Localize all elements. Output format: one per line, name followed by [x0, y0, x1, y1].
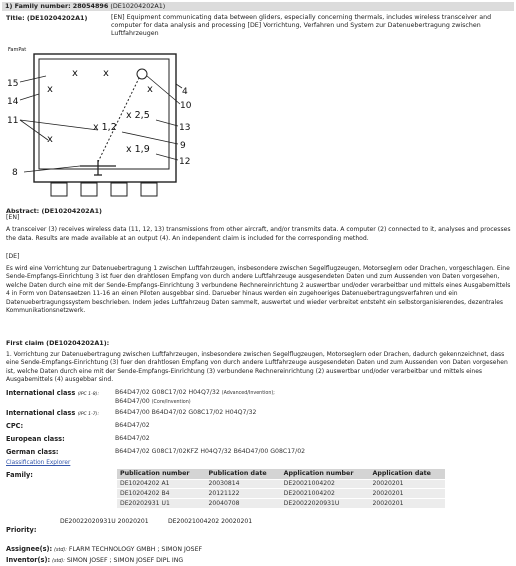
publication-date-cell: 20121122 — [205, 489, 280, 499]
leader-14 — [20, 94, 39, 100]
european-class-value: B64D47/02 — [115, 435, 150, 442]
classification-explorer-link[interactable]: Classification Explorer — [6, 460, 71, 466]
german-class-label: German class: — [6, 448, 59, 456]
application-number-cell: DE20022020931U — [281, 498, 370, 508]
ipc8-value-text: B64D47/02 G08C17/02 H04Q7/32 — [115, 389, 220, 396]
german-class-value: B64D47/02 G08C17/02KFZ H04Q7/32 B64D47/00 G08C17/02 — [115, 448, 306, 455]
patent-drawing-svg — [6, 44, 196, 206]
leader-9 — [122, 132, 178, 144]
table-row[interactable] — [117, 498, 445, 508]
table-row[interactable] — [117, 489, 445, 499]
family-label: Family: — [6, 471, 33, 479]
ipc8-label — [6, 389, 99, 397]
inventor-label: Inventor(s): — [6, 556, 51, 564]
ref-11: 11 — [7, 116, 19, 126]
device-button-3 — [111, 183, 127, 196]
ref-9: 9 — [180, 141, 186, 151]
annotation-1-9: x 1,9 — [126, 144, 150, 155]
priority-values: DE20022020931U 20020201 DE20021004202 20020201 — [60, 518, 253, 525]
abstract-de-tag: [DE] — [6, 253, 20, 260]
european-class-label: European class: — [6, 435, 65, 443]
ref-14: 14 — [7, 97, 19, 107]
title-text: [EN] Equipment communicating data between gliders, especially concerning thermals, includes wireless transceiver and computer for data analysis and processing [DE] Vorrichtung, Verfahren und System zur Datenuebertragung zwischen Luftfahrzeugen — [111, 14, 492, 38]
publication-number-cell[interactable]: DE10204202 A1 — [117, 479, 205, 489]
col-publication-date: Publication date — [205, 469, 280, 479]
ipc8-label-text: International class — [6, 389, 76, 397]
col-application-date: Application date — [369, 469, 445, 479]
ipc8-value — [115, 389, 275, 396]
traffic-mark: x — [103, 68, 109, 79]
ref-8: 8 — [12, 168, 18, 178]
traffic-mark: x — [47, 134, 53, 145]
title-label: Title: (DE10204202A1) — [6, 14, 88, 22]
traffic-mark: x — [147, 84, 153, 95]
ipc8-value2-text: B64D47/00 — [115, 398, 150, 405]
ipc8-note: (Advanced/Invention); — [221, 391, 275, 396]
abstract-en-text: A transceiver (3) receives wireless data (11, 12, 13) transmissions from other aircraft, and/or transmits data. A computer (2) connected to it, analyses and processes the data. Results are made available at an output (4). An independent claim is included for the corresponding method. — [6, 226, 511, 242]
annotation-2-5: x 2,5 — [126, 110, 150, 121]
col-publication-number: Publication number — [117, 469, 205, 479]
ipc7-label-text: International class — [6, 409, 76, 417]
ipc8-row-2 — [6, 398, 512, 408]
family-number-value: 28054896 — [72, 2, 109, 10]
application-date-cell: 20020201 — [369, 479, 445, 489]
ref-10: 10 — [180, 101, 192, 111]
leader-12 — [156, 154, 178, 160]
traffic-mark: x — [47, 84, 53, 95]
application-date-cell: 20020201 — [369, 498, 445, 508]
publication-date-cell: 20030814 — [205, 479, 280, 489]
drawing-watermark: FamPat — [8, 47, 27, 53]
cpc-row — [6, 422, 512, 432]
publication-number-cell[interactable]: DE10204202 B4 — [117, 489, 205, 499]
family-table — [117, 469, 445, 508]
leader-15 — [20, 76, 46, 82]
ipc7-tag: (IPC 1-7): — [77, 412, 100, 417]
ref-12: 12 — [179, 157, 191, 167]
publication-date-cell: 20040708 — [205, 498, 280, 508]
publication-number-cell[interactable]: DE20202931 U1 — [117, 498, 205, 508]
annotation-1-2: x 1,2 — [93, 122, 117, 133]
assignee-value: FLARM TECHNOLOGY GMBH ; SIMON JOSEF — [68, 546, 203, 553]
inventor-std-tag: (std): — [52, 559, 65, 564]
ref-13: 13 — [179, 123, 191, 133]
assignee-std-tag: (std): — [54, 548, 67, 553]
german-class-row — [6, 448, 512, 458]
ipc8-note2: (Core/Invention) — [151, 400, 191, 405]
cpc-label: CPC: — [6, 422, 24, 430]
first-claim-text: 1. Vorrichtung zur Datenuebertragung zwischen Luftfahrzeugen, insbesondere zwischen Segelflugzeugen, Motorseglern oder Drachen, dadurch gekennzeichnet, dass eine Sende-Empfangs-Einrichtung (3) fuer den drahtlosen Empfang von durch andere Luftfahrzeuge ausgesendeten Daten und zum Aussenden von Daten vorgesehen ist, welche Daten durch eine mit der Sende-Empfangs-Einrichtung (3) verbundene Rechnereinrichtung (2) auswertbar und/oder verarbeitbar und mittels eines Ausgabemittels (4) ausgebbar sind. — [6, 351, 508, 384]
abstract-heading: Abstract: (DE10204202A1) — [6, 207, 102, 215]
ipc7-row — [6, 409, 512, 419]
priority-label: Priority: — [6, 526, 37, 534]
family-number-ref: (DE10204202A1) — [110, 2, 166, 10]
col-application-number: Application number — [281, 469, 370, 479]
abstract-de-text: Es wird eine Vorrichtung zur Datenuebertragung 1 zwischen Luftfahrzeugen, insbesondere zwischen Segelflugzeugen, Motorseglern oder Drachen, vorgeschlagen. Eine Sende-Empfangs-Einrichtung 3 ist fuer den drahtlosen Empfang von durch andere Luftfahrzeuge ausgesendeten Daten und zum Aussenden von Daten vorgesehen, welche Daten durch eine mit der Sende-Empfangs-Einrichtung 3 verbundene Rechnereinrichtung 2 auswertbar und/oder verarbeitbar und mittels eines Ausgabemittels 4 in Form von Datensaetzen 11-16 an einen Piloten ausgebbar sind. Darueber hinaus werden ein zugehoeriges Datenuebertragungsverfahren und ein Datenuebertragungssystem beschrieben. Indem jedes Luftfahrzeug Daten sammelt, auswertet und wieder verbreitet entsteht ein selbstorganisierendes, dezentrales Kommunikationsnetzwerk. — [6, 265, 511, 315]
device-button-1 — [51, 183, 67, 196]
abstract-en-tag: [EN] — [6, 214, 20, 221]
cpc-value: B64D47/02 — [115, 422, 150, 429]
inventor-value: SIMON JOSEF ; SIMON JOSEF DIPL ING — [66, 557, 184, 564]
assignee-label: Assignee(s): — [6, 545, 53, 553]
ipc7-label — [6, 409, 99, 417]
inventor-row — [6, 556, 183, 564]
ref-4: 4 — [182, 87, 188, 97]
patent-drawing[interactable] — [6, 44, 196, 206]
application-date-cell: 20020201 — [369, 489, 445, 499]
ipc8-value-2 — [115, 398, 191, 405]
device-button-2 — [81, 183, 97, 196]
family-header-bar — [2, 2, 514, 11]
application-number-cell: DE20021004202 — [281, 489, 370, 499]
assignee-row — [6, 545, 202, 553]
traffic-mark: x — [72, 68, 78, 79]
first-claim-heading: First claim (DE10204202A1): — [6, 339, 110, 347]
ref-15: 15 — [7, 79, 19, 89]
ipc8-tag: (IPC 1-8): — [77, 392, 100, 397]
leader-13 — [156, 120, 178, 126]
family-table-header — [117, 469, 445, 479]
european-class-row — [6, 435, 512, 445]
application-number-cell: DE20021004202 — [281, 479, 370, 489]
family-number-label: 1) Family number: — [5, 2, 71, 10]
device-button-4 — [141, 183, 157, 196]
ipc7-value: B64D47/00 B64D47/02 G08C17/02 H04Q7/32 — [115, 409, 257, 416]
target-circle — [137, 69, 147, 79]
table-row[interactable] — [117, 479, 445, 489]
